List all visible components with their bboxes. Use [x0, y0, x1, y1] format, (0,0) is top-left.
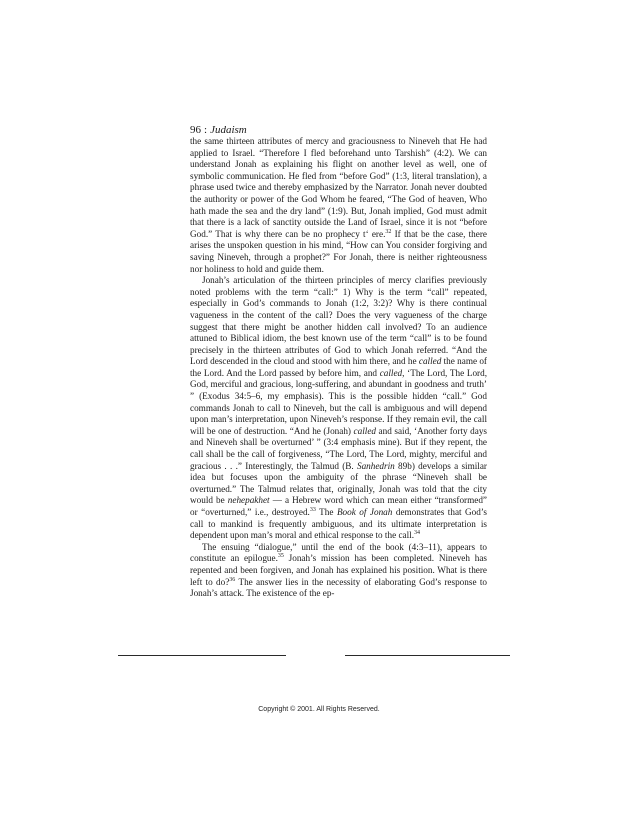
- text-run: and said, ‘Another forty days and Nineveh shall be overturned’ ” (3:4 emphasis mine). But if they repent, the call shall be the call of forgiveness, “The Lord, The Lord, mighty, merciful and gracious . . .” Interestingly, the Talmud (B.: [190, 425, 487, 471]
- italic-text: called: [353, 425, 376, 436]
- paragraph: [190, 275, 487, 542]
- italic-text: nehepakhet: [227, 495, 270, 506]
- footnote-rule-right: [345, 655, 510, 656]
- italic-text: Sanhedrin: [356, 460, 395, 471]
- text-run: 89b) develops a similar idea but focuses upon the ambiguity of the phrase “Nineveh shall be overturned.” The Talmud relates that, originally, Jonah was told that the city would be: [190, 460, 487, 506]
- paragraph: [190, 542, 487, 600]
- copyright-notice: Copyright © 2001. All Rights Reserved.: [258, 706, 380, 713]
- text-run: Jonah’s mission has been completed. Nineveh has repented and been forgiven, and Jonah has explained his position. What is there left to do?: [190, 553, 487, 587]
- italic-text: called: [379, 367, 403, 378]
- running-head-separator: :: [204, 124, 208, 136]
- footnote-ref: 32: [385, 228, 392, 235]
- text-run: The answer lies in the necessity of elaborating God’s response to Jonah’s attack. The existence of the ep-: [190, 576, 487, 599]
- italic-text: called: [418, 356, 442, 367]
- text-run: the name of the Lord. And the Lord passed by before him, and: [190, 356, 487, 378]
- text-run: The: [315, 507, 337, 517]
- footnote-ref: 36: [229, 576, 236, 583]
- text-run: the same thirteen attributes of mercy and graciousness to Nineveh that He had applied to Israel. “Therefore I fled beforehand unto Tarshish” (4:2). We can understand Jonah as explaining his flight on another level as well, one of symbolic communication. He fled from “before God” (1:3, literal translation), a phrase used twice and thereby emphasized by the Narrator. Jonah never doubted the authority or power of the God Whom he feared, “The God of heaven, Who hath made the sea and the dry land” (1:9). But, Jonah implied, God must admit that there is a lack of sanctity outside the Land of Israel, since it is not “before God.” That is why there can be no prophecy t‘ ere.: [190, 136, 487, 239]
- text-run: — a Hebrew word which can mean either “transformed” or “overturned,” i.e., destroyed.: [190, 495, 487, 517]
- text-run: , ‘The Lord, The Lord, God, merciful and gracious, long-suffering, and abundant in goodness and truth’ ” (Exodus 34:5–6, my emphasis). This is the possible hidden “call.” God commands Jonah to call to Nineveh, but the call is ambiguous and will depend upon man’s interpretation, upon Nineveh’s response. If they remain evil, the call will be one of destruction. “And he (Jonah): [190, 367, 487, 436]
- footnote-ref: 34: [414, 530, 421, 537]
- page-number: 96: [190, 124, 201, 136]
- running-title: Judaism: [210, 124, 247, 136]
- text-run: The ensuing “dialogue,” until the end of the book (4:3–11), appears to constitute an epilogue.: [190, 541, 487, 564]
- text-run: demonstrates that God’s call to mankind is frequently ambiguous, and its ultimate interpretation is dependent upon man’s moral and ethical response to the call.: [190, 507, 487, 541]
- body-text: [190, 136, 487, 600]
- text-run: If that be the case, there arises the unspoken question in his mind, “How can You consider forgiving and saving Nineveh, through a prophet?” For Jonah, there is neither righteousness nor holiness to hold and guide them.: [190, 228, 487, 274]
- paragraph: [190, 136, 487, 275]
- footnote-rule-left: [118, 655, 286, 656]
- text-run: Jonah’s articulation of the thirteen principles of mercy clarifies previously noted problems with the term “call:” 1) Why is the term “call” repeated, especially in God’s commands to Jonah (1:2, 3:2)? Why is there continual vagueness in the content of the call? Does the very vagueness of the charge suggest that there might be another hidden call involved? To an audience attuned to Biblical idiom, the best known use of the term “call” is to be found precisely in the thirteen attributes of God to which Jonah referred. “And the Lord descended in the cloud and stood with him there, and he: [190, 275, 487, 367]
- footnote-ref: 33: [309, 506, 316, 513]
- italic-text: Book of Jonah: [336, 507, 393, 517]
- footnote-ref: 35: [277, 553, 284, 560]
- running-head: [190, 124, 247, 136]
